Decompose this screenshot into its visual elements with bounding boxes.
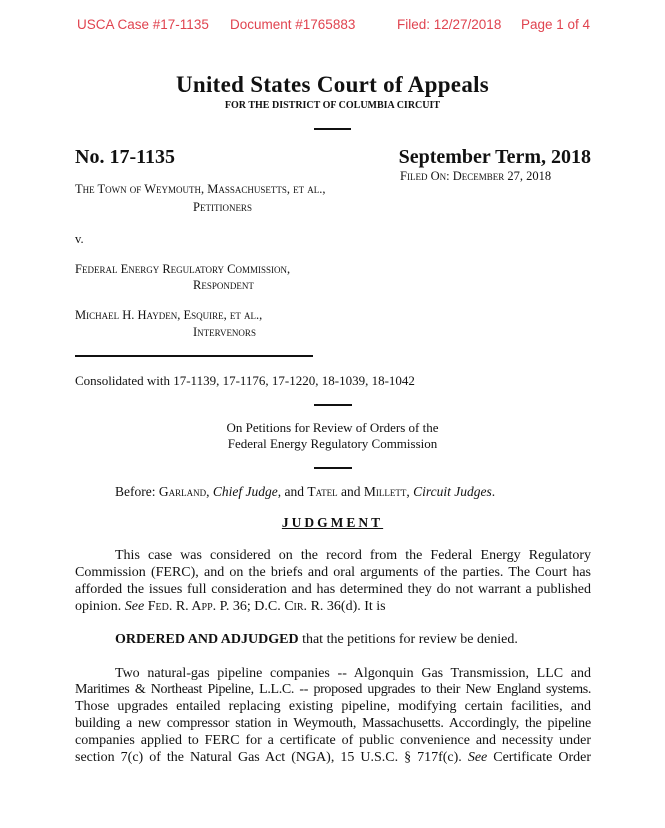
- term: September Term, 2018: [398, 146, 591, 168]
- text-line: Those upgrades entailed replacing existing pipeline, modifying certain facilities, and: [75, 699, 591, 714]
- respondent: Federal Energy Regulatory Commission,: [75, 262, 291, 276]
- divider: [314, 404, 352, 406]
- panel-judges: Before: Garland, Chief Judge, and Tatel and Millett, Circuit Judges.: [115, 484, 496, 499]
- ordered-adjudged: ORDERED AND ADJUDGED that the petitions for review be denied.: [115, 632, 518, 647]
- text-line: Commission (FERC), and on the briefs and oral arguments of the parties. The Court has: [75, 565, 591, 580]
- divider: [314, 467, 352, 469]
- petitioner: The Town of Weymouth, Massachusetts, et al.,: [75, 182, 326, 196]
- text-line: Two natural-gas pipeline companies -- Algonquin Gas Transmission, LLC and: [115, 666, 591, 681]
- divider: [314, 128, 351, 130]
- court-name: United States Court of Appeals: [175, 72, 490, 97]
- respondent-role: Respondent: [193, 278, 254, 292]
- case-number-stamp: USCA Case #17-1135: [77, 17, 209, 32]
- filed-date-stamp: Filed: 12/27/2018: [397, 17, 502, 32]
- text-line: building a new compressor station in Weymouth, Massachusetts. Accordingly, the pipeline: [75, 716, 591, 731]
- judgment-heading: JUDGMENT: [281, 515, 384, 530]
- petitioner-role: Petitioners: [193, 200, 252, 214]
- document-number-stamp: Document #1765883: [230, 17, 356, 32]
- text-line: companies applied to FERC for a certificate of public convenience and necessity under: [75, 733, 591, 748]
- docket-number: No. 17-1135: [75, 146, 175, 168]
- text-line: afforded the issues full consideration and has determined they do not warrant a published: [75, 582, 591, 597]
- petition-line: Federal Energy Regulatory Commission: [227, 436, 438, 451]
- page-count-stamp: Page 1 of 4: [521, 17, 591, 32]
- intervenor-role: Intervenors: [193, 325, 256, 339]
- court-district: FOR THE DISTRICT OF COLUMBIA CIRCUIT: [224, 100, 441, 111]
- caption-divider: [75, 355, 313, 357]
- text-line: section 7(c) of the Natural Gas Act (NGA), 15 U.S.C. § 717f(c). See Certificate Order: [75, 750, 591, 765]
- text-line: This case was considered on the record from the Federal Energy Regulatory: [115, 548, 591, 563]
- text-line: opinion. See Fed. R. App. P. 36; D.C. Cir. R. 36(d). It is: [75, 599, 386, 614]
- consolidated-cases: Consolidated with 17-1139, 17-1176, 17-1220, 18-1039, 18-1042: [75, 373, 415, 388]
- intervenor: Michael H. Hayden, Esquire, et al.,: [75, 308, 263, 322]
- text-line: Maritimes & Northeast Pipeline, L.L.C. -- proposed upgrades to their New England systems.: [75, 682, 591, 697]
- filed-on: Filed On: December 27, 2018: [400, 169, 552, 183]
- petition-line: On Petitions for Review of Orders of the: [226, 420, 439, 435]
- versus: v.: [75, 232, 84, 246]
